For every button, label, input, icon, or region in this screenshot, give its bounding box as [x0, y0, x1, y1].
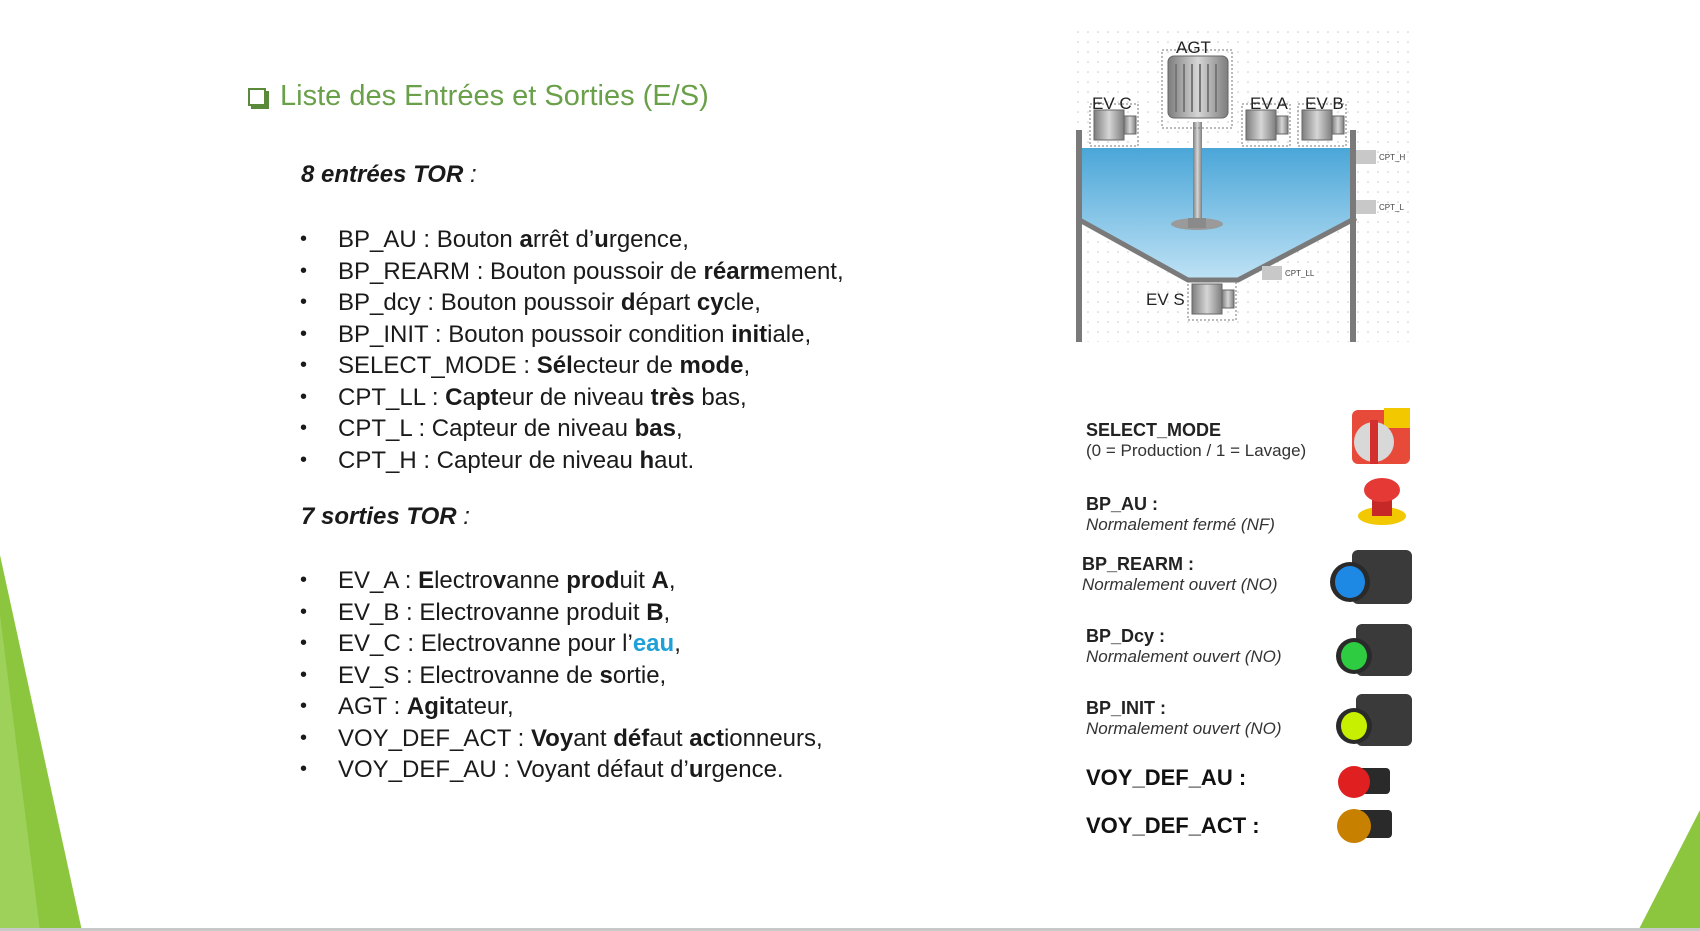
yellow-green-pushbutton-icon: [1332, 690, 1416, 750]
input-item-text: CPT_H : Capteur de niveau: [338, 446, 640, 474]
input-item-text: iale,: [767, 320, 812, 348]
outputs-heading-text: 7 sorties TOR: [301, 503, 457, 530]
legend-bp-init: [1086, 698, 1282, 739]
agt-label: AGT: [1176, 38, 1211, 57]
input-item-text: ,: [743, 352, 751, 379]
legend-bp-dcy-name: BP_Dcy :: [1086, 626, 1166, 646]
output-item: [300, 628, 823, 660]
input-item: [300, 445, 844, 477]
ev-a-label: EV A: [1250, 94, 1288, 113]
output-item-text: s: [599, 661, 613, 689]
cpt-h-label: CPT_H: [1379, 153, 1406, 162]
outputs-list: [300, 565, 823, 786]
output-item-text: v: [492, 567, 507, 594]
output-item-text: rgence.: [703, 756, 784, 783]
input-item: [300, 382, 844, 414]
output-item-text: Agit: [406, 693, 454, 720]
input-item-text: u: [594, 226, 609, 253]
input-item-text: réarm: [703, 257, 771, 285]
cpt-l-label: CPT_L: [1379, 203, 1404, 212]
output-item-text: lectro: [434, 567, 493, 594]
output-item: [300, 565, 823, 597]
inputs-heading: [301, 161, 477, 189]
input-item-text: Sél: [536, 352, 573, 379]
output-item-text: ionneurs,: [723, 724, 823, 752]
input-item-text: très: [650, 383, 695, 411]
output-item-text: Voy: [530, 724, 574, 752]
output-item-text: ,: [663, 598, 671, 626]
checkbox-bullet-icon: [248, 88, 266, 106]
legend-bp-au-name: BP_AU :: [1086, 494, 1159, 514]
output-item-text: AGT :: [338, 693, 407, 720]
corner-decoration-left: [0, 555, 82, 931]
ev-c-label: EV C: [1092, 94, 1132, 113]
legend-voy-def-au-name: VOY_DEF_AU :: [1086, 765, 1247, 790]
emergency-stop-icon: [1352, 474, 1408, 528]
output-item-text: ,: [674, 630, 681, 657]
output-item-text: ateur,: [453, 693, 514, 720]
output-item-text: prod: [566, 567, 620, 594]
tank-diagram-graphic: [1076, 30, 1410, 342]
legend-voy-def-au: [1086, 765, 1246, 791]
input-item-text: épart: [635, 289, 697, 316]
input-item-text: rgence,: [608, 226, 689, 253]
inputs-list: [300, 224, 844, 476]
amber-indicator-light-icon: [1334, 802, 1398, 848]
input-item: [300, 413, 844, 445]
input-item-text: a: [462, 383, 476, 411]
input-item-text: BP_AU : Bouton: [338, 226, 520, 253]
output-item-text: déf: [613, 724, 650, 752]
corner-decoration-right: [1638, 810, 1700, 931]
input-item: [300, 319, 844, 351]
input-item-text: CPT_LL :: [338, 383, 446, 411]
slide-title-text: Liste des Entrées et Sorties (E/S): [280, 80, 709, 112]
output-item-text: ortie,: [612, 661, 667, 689]
blue-pushbutton-icon: [1326, 546, 1416, 608]
slide-title: [248, 80, 709, 113]
output-item-text: E: [418, 567, 435, 594]
input-item-text: ,: [675, 415, 683, 442]
legend-bp-au: [1086, 494, 1275, 535]
output-item-text: aut: [649, 724, 690, 752]
legend-select-mode-name: SELECT_MODE: [1086, 420, 1222, 440]
output-item-text: VOY_DEF_ACT :: [338, 724, 531, 752]
input-item-text: eur de niveau: [498, 383, 651, 411]
outputs-heading-colon: :: [456, 503, 470, 530]
output-item-text: EV_C : Electrovanne pour l’: [338, 630, 633, 657]
output-item-text: A: [651, 567, 669, 594]
legend-bp-rearm-desc: Normalement ouvert (NO): [1082, 575, 1278, 594]
ev-s-label: EV S: [1146, 290, 1185, 309]
legend-bp-rearm-name: BP_REARM :: [1082, 554, 1195, 574]
legend-bp-au-desc: Normalement fermé (NF): [1086, 515, 1275, 534]
input-item-text: h: [639, 446, 655, 474]
output-item: [300, 691, 823, 723]
input-item-text: a: [519, 226, 533, 253]
output-item-text: eau: [632, 630, 675, 657]
legend-select-mode-desc: (0 = Production / 1 = Lavage): [1086, 441, 1307, 460]
input-item-text: BP_dcy : Bouton poussoir: [338, 289, 621, 316]
output-item: [300, 754, 823, 786]
inputs-heading-colon: :: [463, 161, 477, 188]
legend-bp-init-name: BP_INIT :: [1086, 698, 1167, 718]
input-item: [300, 287, 844, 319]
output-item: [300, 597, 823, 629]
output-item-text: uit: [619, 567, 652, 594]
input-item-text: CPT_L : Capteur de niveau: [338, 415, 635, 442]
input-item-text: C: [445, 383, 463, 411]
output-item-text: anne: [506, 567, 567, 594]
green-pushbutton-icon: [1332, 620, 1416, 680]
input-item-text: init: [731, 320, 768, 348]
output-item-text: u: [688, 756, 704, 783]
output-item-text: B: [646, 598, 664, 626]
output-item-text: ,: [668, 567, 676, 594]
legend-bp-rearm: [1082, 554, 1278, 595]
input-item-text: pt: [475, 383, 499, 411]
legend-bp-init-desc: Normalement ouvert (NO): [1086, 719, 1282, 738]
input-item-text: rrêt d’: [532, 226, 595, 253]
input-item-text: aut.: [654, 446, 695, 474]
input-item: [300, 224, 844, 256]
outputs-heading: [301, 503, 470, 531]
output-item-text: ant: [573, 724, 614, 752]
output-item-text: VOY_DEF_AU : Voyant défaut d’: [338, 756, 689, 783]
output-item-text: EV_A :: [338, 567, 419, 594]
tank-diagram: [1076, 30, 1410, 342]
input-item-text: ement,: [770, 257, 844, 285]
rotary-selector-icon: [1344, 406, 1416, 470]
output-item-text: act: [689, 724, 724, 752]
legend-bp-dcy: [1086, 626, 1282, 667]
legend-voy-def-act: [1086, 813, 1260, 839]
input-item-text: d: [620, 289, 636, 316]
output-item: [300, 660, 823, 692]
input-item-text: cle,: [723, 289, 761, 316]
inputs-heading-text: 8 entrées TOR: [301, 161, 464, 188]
output-item: [300, 723, 823, 755]
output-item-text: EV_S : Electrovanne de: [338, 661, 600, 689]
red-indicator-light-icon: [1334, 758, 1396, 802]
input-item-text: bas: [634, 415, 676, 442]
input-item-text: mode: [679, 352, 744, 379]
input-item-text: bas,: [694, 383, 747, 411]
legend-voy-def-act-name: VOY_DEF_ACT :: [1086, 813, 1260, 838]
input-item-text: BP_INIT : Bouton poussoir condition: [338, 320, 732, 348]
legend-bp-dcy-desc: Normalement ouvert (NO): [1086, 647, 1282, 666]
input-item: [300, 350, 844, 382]
ev-b-label: EV B: [1305, 94, 1344, 113]
input-item-text: SELECT_MODE :: [338, 352, 537, 379]
input-item-text: BP_REARM : Bouton poussoir de: [338, 257, 704, 285]
input-item: [300, 256, 844, 288]
input-item-text: cy: [696, 289, 724, 316]
input-item-text: ecteur de: [572, 352, 680, 379]
cpt-ll-label: CPT_LL: [1285, 269, 1315, 278]
legend-select-mode: [1086, 420, 1306, 461]
output-item-text: EV_B : Electrovanne produit: [338, 598, 647, 626]
